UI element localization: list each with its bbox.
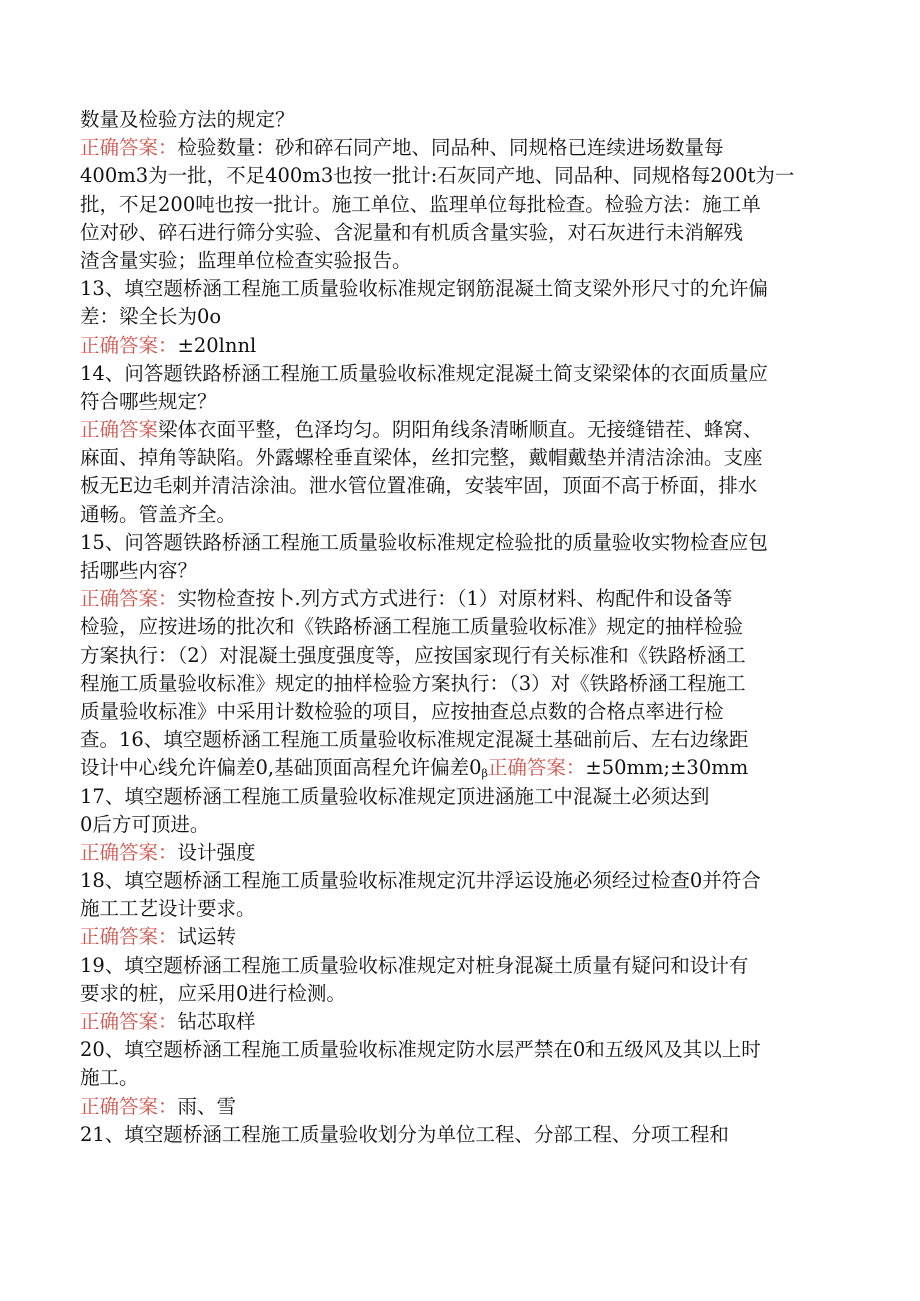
answer-line: 正确答案：雨、雪 (80, 1094, 237, 1118)
question-line: 20、填空题桥涵工程施工质量验收标准规定防水层严禁在0和五级风及其以上时 (80, 1038, 761, 1062)
question-line: 21、填空题桥涵工程施工质量验收划分为单位工程、分部工程、分项工程和 (80, 1122, 729, 1146)
document-body (80, 106, 840, 1149)
answer-line: 正确答案梁体衣面平整，色泽均匀。阴阳角线条清晰顺直。无接缝错茬、蜂窝、 (80, 418, 763, 442)
answer-line: 正确答案：±20lnnl (80, 333, 257, 357)
answer-label: 正确答案： (80, 587, 178, 611)
mixed-answer-line: 设计中心线允许偏差0,基础顶面高程允许偏差$0_\beta$正确答案：±50mm;±30mm (80, 756, 749, 781)
answer-label: 正确答案 (80, 418, 159, 442)
text-line: 数量及检验方法的规定？ (80, 108, 295, 131)
text-line: 施工工艺设计要求。 (80, 897, 256, 921)
text-line: 质量验收标准》中采用计数检验的项目，应按抽查总点数的合格点率进行检 (80, 699, 724, 723)
answer-line: 正确答案：设计强度 (80, 840, 256, 864)
answer-label: 正确答案： (80, 925, 178, 949)
answer-line: 正确答案：钻芯取样 (80, 1010, 256, 1033)
question-line: 19、填空题桥涵工程施工质量验收标准规定对桩身混凝土质量有疑问和设计有 (80, 953, 749, 977)
text-line: 板无E边毛刺并清洁涂油。泄水管位置准确，安装牢固，顶面不高于桥面，排水 (80, 474, 758, 498)
answer-label: 正确答案： (80, 840, 178, 864)
text-line: 要求的桩，应采用0进行检测。 (80, 981, 346, 1005)
text-line: 括哪些内容？ (80, 559, 198, 582)
text-line: 400m3为一批，不足400m3也按一批计:石灰同产地、同品种、同规格每200t为一 (80, 164, 795, 188)
text-line: 检验，应按进场的批次和《铁路桥涵工程施工质量验收标准》规定的抽样检验 (80, 615, 744, 639)
text-line: 符合哪些规定？ (80, 389, 217, 413)
text-line: 0后方可顶进。 (80, 812, 210, 836)
question-line: 15、问答题铁路桥涵工程施工质量验收标准规定检验批的质量验收实物检查应包 (80, 530, 768, 554)
question-line: 17、填空题桥涵工程施工质量验收标准规定顶进涵施工中混凝土必须达到 (80, 784, 710, 808)
answer-label: 正确答案： (80, 136, 178, 160)
answer-label: 正确答案： (80, 1094, 178, 1118)
text-line: 方案执行：（2）对混凝土强度强度等，应按国家现行有关标准和《铁路桥涵工 (80, 643, 746, 667)
answer-label: 正确答案： (80, 1010, 178, 1033)
text-line: 渣含量实验；监理单位检查实验报告。 (80, 248, 412, 272)
question-line: 18、填空题桥涵工程施工质量验收标准规定沉井浮运设施必须经过检查0并符合 (80, 869, 761, 893)
answer-label: 正确答案： (487, 756, 586, 780)
text-line: 批，不足200吨也按一批计。施工单位、监理单位每批检查。检验方法：施工单 (80, 192, 761, 216)
text-line: 差：梁全长为0o (80, 305, 222, 329)
answer-line: 正确答案：实物检查按卜.列方式方式进行：（1）对原材料、构配件和设备等 (80, 587, 733, 611)
answer-line: 正确答案：试运转 (80, 925, 237, 949)
text-line: 程施工质量验收标准》规定的抽样检验方案执行：（3）对《铁路桥涵工程施工 (80, 671, 746, 695)
question-line: 13、填空题桥涵工程施工质量验收标准规定钢筋混凝土简支梁外形尺寸的允许偏 (80, 277, 768, 301)
subscript-mark: β (481, 767, 488, 781)
text-line: 通畅。管盖齐全。 (80, 502, 237, 526)
text-line: 位对砂、碎石进行筛分实验、含泥量和有机质含量实验，对石灰进行未消解残 (80, 220, 744, 244)
text-line: 查。16、填空题桥涵工程施工质量验收标准规定混凝土基础前后、左右边缘距 (80, 728, 749, 752)
answer-line: 正确答案：检验数量：砂和碎石同产地、同品种、同规格已连续进场数量每 (80, 136, 724, 160)
answer-label: 正确答案： (80, 333, 178, 357)
question-line: 14、问答题铁路桥涵工程施工质量验收标准规定混凝土简支梁梁体的衣面质量应 (80, 361, 768, 385)
text-line: 麻面、掉角等缺陷。外露螺栓垂直梁体，丝扣完整，戴帽戴垫并清洁涂油。支座 (80, 446, 763, 470)
text-line: 施工。 (80, 1066, 139, 1090)
